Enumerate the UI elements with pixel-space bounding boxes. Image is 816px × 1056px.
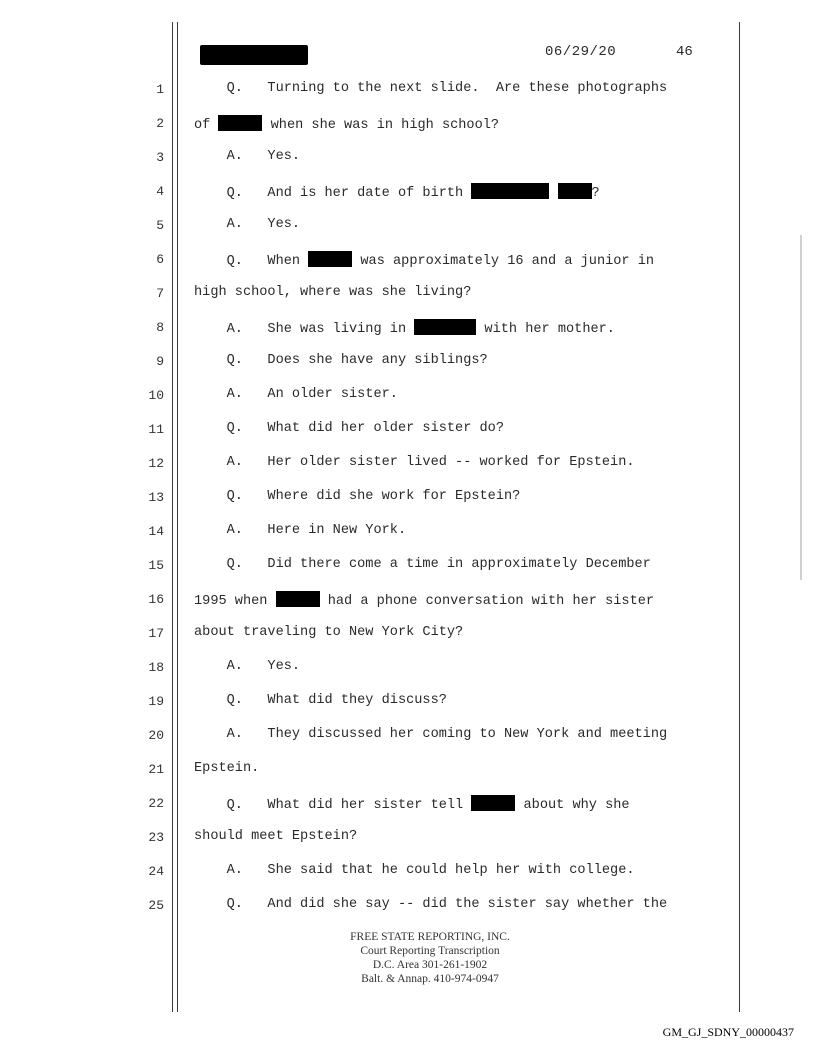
transcript-line — [194, 115, 499, 133]
line-number: 7 — [156, 286, 164, 301]
line-text: Q. Turning to the next slide. Are these photographs — [194, 81, 668, 96]
line-number: 13 — [148, 490, 164, 505]
line-number: 18 — [148, 660, 164, 675]
line-text: A. They discussed her coming to New York and meeting — [194, 727, 668, 742]
line-number: 4 — [156, 184, 164, 199]
line-text: high school, where was she living? — [194, 285, 472, 300]
line-number: 15 — [148, 558, 164, 573]
redaction-bar — [308, 251, 352, 267]
line-text: was approximately 16 and a junior in — [352, 254, 655, 269]
redaction-bar — [276, 591, 320, 607]
transcript-line — [194, 421, 504, 436]
transcript-line — [194, 897, 667, 912]
transcript-line — [194, 149, 300, 164]
line-text: Q. And is her date of birth — [194, 186, 472, 201]
line-text: when she was in high school? — [262, 118, 500, 133]
line-text: about traveling to New York City? — [194, 625, 464, 640]
line-text: had a phone conversation with her sister — [319, 594, 655, 609]
line-number: 8 — [156, 320, 164, 335]
line-text: Q. Where did she work for Epstein? — [194, 489, 521, 504]
line-text: A. Her older sister lived -- worked for Epstein. — [194, 455, 635, 470]
line-text: A. An older sister. — [194, 387, 398, 402]
line-text: Epstein. — [194, 761, 260, 776]
line-text: 1995 when — [194, 594, 276, 609]
line-text: Q. What did they discuss? — [194, 693, 447, 708]
line-text: A. Yes. — [194, 149, 301, 164]
transcript-line — [194, 251, 654, 269]
line-text: about why she — [515, 798, 630, 813]
transcript-line — [194, 455, 635, 470]
transcript-line — [194, 319, 615, 337]
redaction-bar — [471, 183, 549, 199]
transcript-line — [194, 795, 630, 813]
redaction-bar — [414, 319, 476, 335]
line-text: Q. And did she say -- did the sister say whether the — [194, 897, 668, 912]
line-text: A. She was living in — [194, 322, 415, 337]
line-number: 24 — [148, 864, 164, 879]
transcript-line — [194, 659, 300, 674]
transcript-line — [194, 863, 635, 878]
page-number: 46 — [676, 44, 693, 60]
header-date: 06/29/20 — [545, 44, 617, 60]
line-text: of — [194, 118, 219, 133]
line-number: 20 — [148, 728, 164, 743]
line-number: 23 — [148, 830, 164, 845]
line-number: 5 — [156, 218, 164, 233]
footer-services: Court Reporting Transcription — [360, 945, 500, 957]
line-number: 19 — [148, 694, 164, 709]
line-text: Q. What did her older sister do? — [194, 421, 504, 436]
transcript-line — [194, 829, 357, 844]
line-number: 17 — [148, 626, 164, 641]
line-number: 10 — [148, 388, 164, 403]
line-text: A. She said that he could help her with college. — [194, 863, 635, 878]
transcript-line — [194, 625, 463, 640]
transcript-line — [194, 727, 667, 742]
line-text — [549, 186, 557, 201]
line-number: 11 — [148, 422, 164, 437]
line-number: 22 — [148, 796, 164, 811]
header-redaction — [200, 45, 308, 65]
line-text: Q. Does she have any siblings? — [194, 353, 488, 368]
line-text: A. Yes. — [194, 659, 301, 674]
line-text: ? — [591, 186, 600, 201]
transcript-line — [194, 557, 651, 572]
line-number: 12 — [148, 456, 164, 471]
line-number: 9 — [156, 354, 164, 369]
line-number: 14 — [148, 524, 164, 539]
redaction-bar — [471, 795, 515, 811]
transcript-line — [194, 693, 447, 708]
transcript-line — [194, 387, 398, 402]
line-number: 2 — [156, 116, 164, 131]
transcript-line — [194, 81, 667, 96]
line-text: Q. Did there come a time in approximately December — [194, 557, 651, 572]
footer-balt-phone: Balt. & Annap. 410-974-0947 — [361, 973, 499, 985]
line-number: 16 — [148, 592, 164, 607]
line-number: 3 — [156, 150, 164, 165]
transcript-line — [194, 285, 471, 300]
line-text: Q. What did her sister tell — [194, 798, 472, 813]
transcript-line — [194, 183, 600, 201]
left-margin-rule-outer — [172, 22, 173, 1012]
line-number: 1 — [156, 82, 164, 97]
line-number: 21 — [148, 762, 164, 777]
footer-dc-phone: D.C. Area 301-261-1902 — [372, 959, 488, 971]
scan-edge-mark — [800, 235, 802, 580]
reporter-footer — [300, 930, 560, 986]
line-text: Q. When — [194, 254, 309, 269]
redaction-bar — [558, 183, 592, 199]
right-margin-rule — [739, 22, 740, 1012]
transcript-line — [194, 217, 300, 232]
transcript-line — [194, 523, 406, 538]
transcript-line — [194, 353, 488, 368]
line-text: A. Here in New York. — [194, 523, 407, 538]
transcript-line — [194, 489, 520, 504]
transcript-line — [194, 761, 259, 776]
line-text: with her mother. — [476, 322, 615, 337]
bates-number: GM_GJ_SDNY_00000437 — [662, 1025, 794, 1039]
line-number: 25 — [148, 898, 164, 913]
line-number: 6 — [156, 252, 164, 267]
redaction-bar — [218, 115, 262, 131]
line-text: should meet Epstein? — [194, 829, 358, 844]
transcript-line — [194, 591, 654, 609]
footer-company: FREE STATE REPORTING, INC. — [350, 931, 510, 943]
left-margin-rule-inner — [177, 22, 178, 1012]
line-text: A. Yes. — [194, 217, 301, 232]
